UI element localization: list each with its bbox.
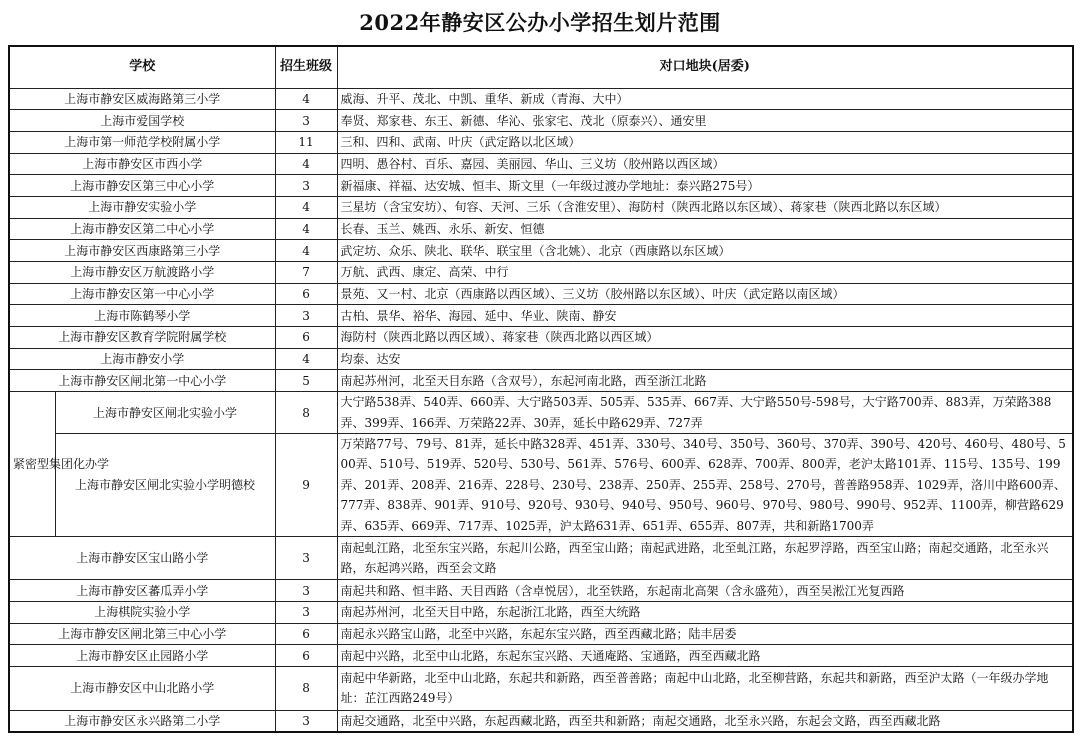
catchment-area: 南起苏州河，北至天目中路，东起浙江北路，西至大统路: [337, 602, 1073, 624]
table-row: [9, 175, 1073, 197]
catchment-area: 南起永兴路宝山路，北至中兴路，东起东宝兴路，西至西藏北路；陆丰居委: [337, 623, 1073, 645]
table-row: [9, 327, 1073, 349]
table-row: [9, 536, 1073, 579]
table-row: [9, 110, 1073, 132]
table-row: [9, 580, 1073, 602]
school-name: 上海市静安区闸北实验小学明德校: [55, 433, 275, 536]
table-row: [9, 131, 1073, 153]
header-school: 学校: [9, 46, 275, 88]
class-count: 8: [275, 392, 337, 434]
class-count: 9: [275, 433, 337, 536]
school-name: 上海市静安区闸北第一中心小学: [9, 370, 275, 392]
header-area: 对口地块(居委): [337, 46, 1073, 88]
school-name: 上海市静安区西康路第三小学: [9, 240, 275, 262]
school-name: 上海市静安区教育学院附属学校: [9, 327, 275, 349]
catchment-area: 南起中华新路，北至中山北路，东起共和新路，西至普善路；南起中山北路，北至柳营路，东起共和新路，西至沪太路（一年级办学地址：芷江西路249号）: [337, 667, 1073, 710]
catchment-area: 海防村（陕西北路以西区域）、蒋家巷（陕西北路以西区域）: [337, 327, 1073, 349]
table-row: [9, 433, 1073, 536]
school-name: 上海市静安区止园路小学: [9, 645, 275, 667]
school-name: 上海市静安实验小学: [9, 196, 275, 218]
table-row: [9, 262, 1073, 284]
class-count: 6: [275, 283, 337, 305]
page-title: 2022年静安区公办小学招生划片范围: [359, 10, 721, 35]
class-count: 3: [275, 602, 337, 624]
class-count: 4: [275, 153, 337, 175]
enrollment-table: [8, 45, 1074, 733]
class-count: 3: [275, 536, 337, 579]
table-row: [9, 623, 1073, 645]
class-count: 3: [275, 305, 337, 327]
catchment-area: 三和、四和、武南、叶庆（武定路以北区域）: [337, 131, 1073, 153]
class-count: 3: [275, 580, 337, 602]
school-name: 上海市第一师范学校附属小学: [9, 131, 275, 153]
school-name: 上海市静安区宝山路小学: [9, 536, 275, 579]
class-count: 5: [275, 370, 337, 392]
school-name: 上海市静安区第三中心小学: [9, 175, 275, 197]
school-name: 上海市静安区万航渡路小学: [9, 262, 275, 284]
header-classes: 招生班级: [275, 46, 337, 88]
class-count: 4: [275, 240, 337, 262]
catchment-area: 古柏、景华、裕华、海园、延中、华业、陕南、静安: [337, 305, 1073, 327]
catchment-area: 均泰、达安: [337, 348, 1073, 370]
class-count: 4: [275, 196, 337, 218]
catchment-area: 南起交通路，北至中兴路，东起西藏北路，西至共和新路；南起交通路，北至永兴路，东起会文路，西至西藏北路: [337, 710, 1073, 732]
table-row: [9, 667, 1073, 710]
school-name: 上海市静安区闸北第三中心小学: [9, 623, 275, 645]
table-row: [9, 348, 1073, 370]
school-name: 上海棋院实验小学: [9, 602, 275, 624]
school-name: 上海市静安区第一中心小学: [9, 283, 275, 305]
class-count: 3: [275, 710, 337, 732]
class-count: 6: [275, 327, 337, 349]
school-name: 上海市静安区中山北路小学: [9, 667, 275, 710]
table-row: [9, 602, 1073, 624]
table-row: [9, 153, 1073, 175]
table-row: [9, 88, 1073, 110]
class-count: 8: [275, 667, 337, 710]
catchment-area: 南起共和路、恒丰路、天目西路（含卓悦居），北至铁路，东起南北高架（含永盛苑），西至吴淞江光复西路: [337, 580, 1073, 602]
table-row: [9, 645, 1073, 667]
table-row: [9, 305, 1073, 327]
catchment-area: 新福康、祥福、达安城、恒丰、斯文里（一年级过渡办学地址：泰兴路275号）: [337, 175, 1073, 197]
table-body: [9, 88, 1073, 732]
school-name: 上海市爱国学校: [9, 110, 275, 132]
class-count: 6: [275, 623, 337, 645]
catchment-area: 奉贤、郑家巷、东王、新德、华沁、张家宅、茂北（原泰兴）、通安里: [337, 110, 1073, 132]
class-count: 4: [275, 218, 337, 240]
catchment-area: 景苑、又一村、北京（西康路以西区域）、三义坊（胶州路以东区域）、叶庆（武定路以南区域）: [337, 283, 1073, 305]
school-name: 上海市静安区永兴路第二小学: [9, 710, 275, 732]
table-row: [9, 196, 1073, 218]
class-count: 4: [275, 88, 337, 110]
school-name: 上海市静安区闸北实验小学: [55, 392, 275, 434]
catchment-area: 武定坊、众乐、陕北、联华、联宝里（含北姚）、北京（西康路以东区域）: [337, 240, 1073, 262]
school-name: 上海市静安区蕃瓜弄小学: [9, 580, 275, 602]
catchment-area: 万荣路77号、79号、81弄，延长中路328弄、451弄、330号、340号、350号、360号、370弄、390号、420号、460号、480号、500弄、510号、519弄、520号、530号、561弄、576号、600弄、628弄、700弄、800弄，老沪太路101弄、115号、135号、199弄、201弄、208弄、216弄、228号、230号、238弄、250弄、255弄、258号、270号，普善路958弄、1029弄，洛川中路600弄、777弄、838弄、901弄、910号、920号、930号、940号、950号、960号、970号、980号、990号、952弄、1100弄，柳营路629弄、635弄、669弄、717弄、1025弄，沪太路631弄、651弄、655弄、807弄，共和新路1700弄: [337, 433, 1073, 536]
catchment-area: 万航、武西、康定、高荣、中行: [337, 262, 1073, 284]
class-count: 7: [275, 262, 337, 284]
class-count: 6: [275, 645, 337, 667]
group-label: 紧密型集团化办学: [9, 392, 55, 537]
school-name: 上海市静安小学: [9, 348, 275, 370]
school-name: 上海市静安区威海路第三小学: [9, 88, 275, 110]
table-header-row: [9, 46, 1073, 88]
table-row: [9, 283, 1073, 305]
catchment-area: 威海、升平、茂北、中凯、重华、新成（青海、大中）: [337, 88, 1073, 110]
catchment-area: 长春、玉兰、姚西、永乐、新安、恒德: [337, 218, 1073, 240]
school-name: 上海市陈鹤琴小学: [9, 305, 275, 327]
catchment-area: 南起苏州河，北至天目东路（含双号），东起河南北路，西至浙江北路: [337, 370, 1073, 392]
school-name: 上海市静安区市西小学: [9, 153, 275, 175]
table-row: [9, 370, 1073, 392]
class-count: 3: [275, 110, 337, 132]
school-name: 上海市静安区第二中心小学: [9, 218, 275, 240]
catchment-area: 南起中兴路，北至中山北路，东起东宝兴路、天通庵路、宝通路，西至西藏北路: [337, 645, 1073, 667]
catchment-area: 三星坊（含宝安坊）、旬容、天河、三乐（含淮安里）、海防村（陕西北路以东区域）、蒋家巷（陕西北路以东区域）: [337, 196, 1073, 218]
class-count: 11: [275, 131, 337, 153]
table-row: [9, 240, 1073, 262]
catchment-area: 四明、愚谷村、百乐、嘉园、美丽园、华山、三义坊（胶州路以西区域）: [337, 153, 1073, 175]
table-row: [9, 218, 1073, 240]
catchment-area: 南起虬江路，北至东宝兴路，东起川公路，西至宝山路；南起武进路，北至虬江路，东起罗浮路，西至宝山路；南起交通路，北至永兴路，东起鸿兴路，西至会文路: [337, 536, 1073, 579]
table-row: [9, 710, 1073, 732]
class-count: 4: [275, 348, 337, 370]
catchment-area: 大宁路538弄、540弄、660弄、大宁路503弄、505弄、535弄、667弄、大宁路550号-598号，大宁路700弄、883弄，万荣路388弄、399弄、166弄、万荣路22弄、30弄，延长中路629弄、727弄: [337, 392, 1073, 434]
table-row: [9, 392, 1073, 434]
class-count: 3: [275, 175, 337, 197]
